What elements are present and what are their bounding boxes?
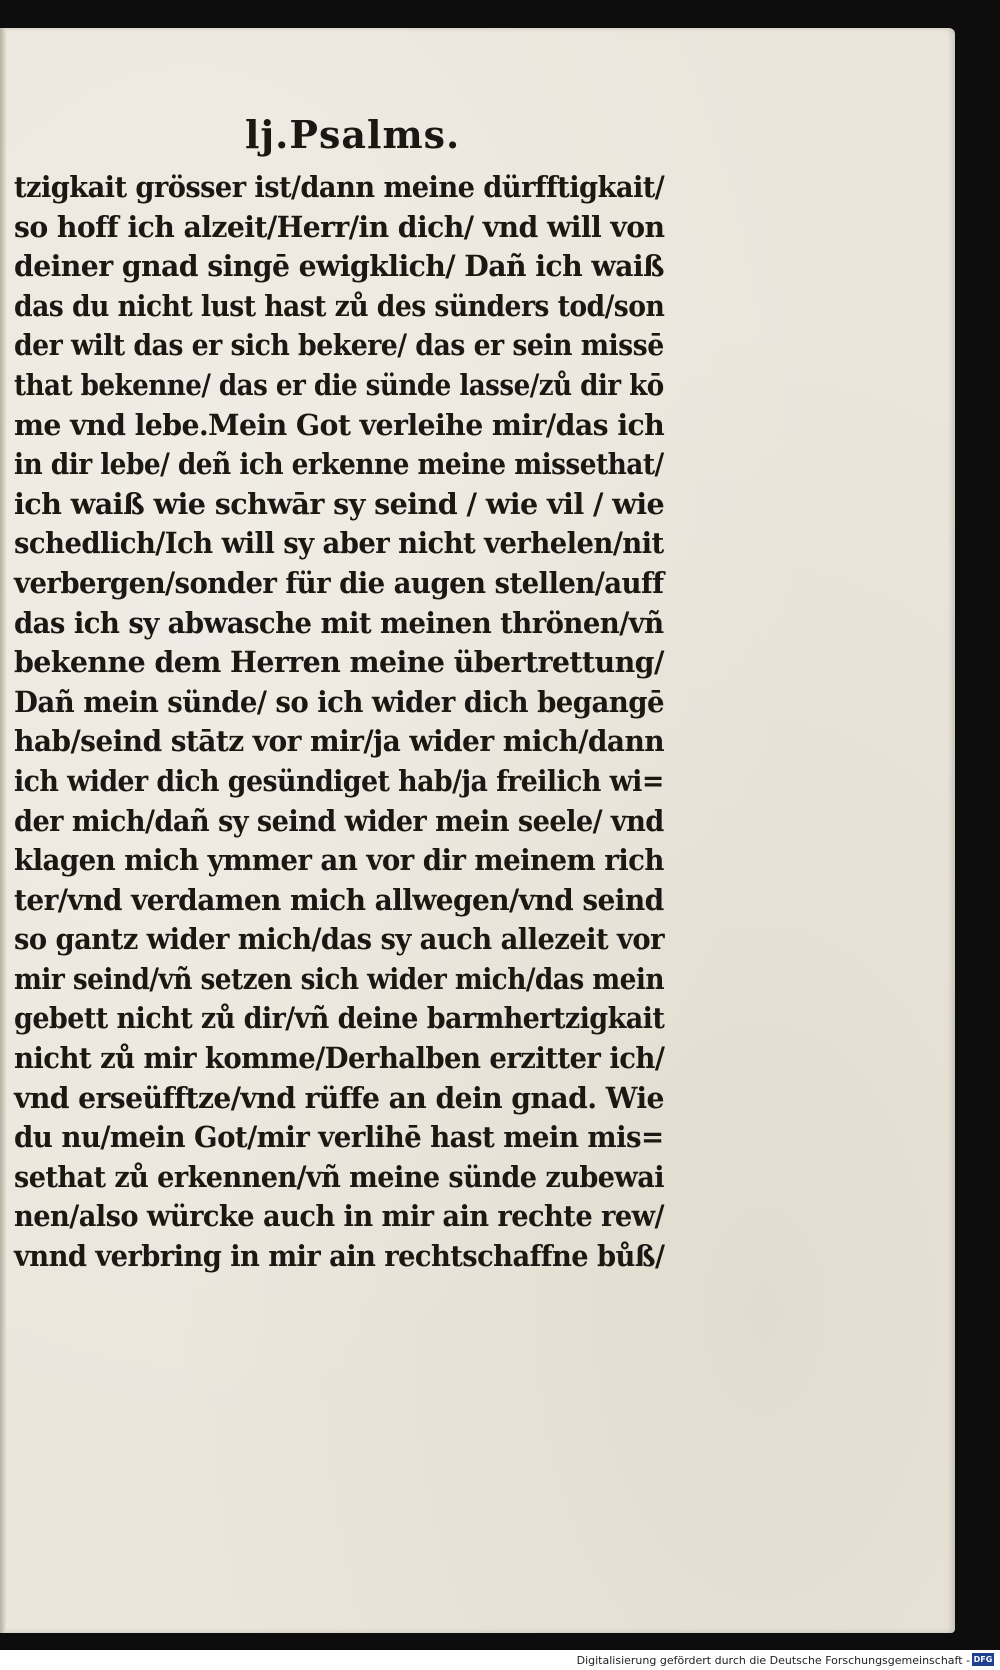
text-line: bekenne dem Herren meine übertrettung/ (14, 645, 664, 680)
text-line: schedlich/Ich will sy aber nicht verhelen/nit (14, 526, 664, 561)
text-line: vnd erseüfftze/vnd rüffe an dein gnad. Wie (14, 1080, 664, 1115)
text-line: so hoff ich alzeit/Herr/in dich/ vnd will von (14, 209, 665, 244)
text-line: ter/vnd verdamen mich allwegen/vnd seind (14, 882, 664, 917)
text-line: das ich sy abwasche mit meinen thrönen/vñ (14, 605, 664, 640)
text-line: der wilt das er sich bekere/ das er sein missē (14, 328, 664, 363)
text-line: sethat zů erkennen/vñ meine sünde zubewai (14, 1159, 664, 1194)
text-line: der mich/dañ sy seind wider mein seele/ vnd (14, 803, 664, 838)
text-line: mir seind/vñ setzen sich wider mich/das mein (14, 961, 664, 996)
text-line: nicht zů mir komme/Derhalben erzitter ich/ (14, 1041, 665, 1076)
text-line: vnnd verbring in mir ain rechtschaffne bůß/ (14, 1239, 665, 1274)
text-line: ich wider dich gesündiget hab/ja freilich wi= (14, 763, 664, 798)
text-line: me vnd lebe.Mein Got verleihe mir/das ich (14, 407, 665, 442)
text-line: deiner gnad singē ewigklich/ Dañ ich waiß (14, 249, 664, 284)
page-gutter (0, 28, 6, 1633)
text-line: hab/seind stātz vor mir/ja wider mich/dann (14, 724, 665, 759)
text-line: so gantz wider mich/das sy auch allezeit vor (14, 922, 664, 957)
text-line: in dir lebe/ deñ ich erkenne meine missethat/ (14, 447, 664, 482)
text-line: du nu/mein Got/mir verlihē hast mein mis= (14, 1120, 664, 1155)
text-line: gebett nicht zů dir/vñ deine barmhertzigkait (14, 1001, 665, 1036)
text-line: that bekenne/ das er die sünde lasse/zů dir kō (14, 367, 664, 402)
text-line: klagen mich ymmer an vor dir meinem rich (14, 843, 664, 878)
text-line: tzigkait grösser ist/dann meine dürfftigkait/ (14, 170, 665, 204)
text-line: das du nicht lust hast zů des sünders tod/son (14, 288, 665, 323)
digitization-credit: Digitalisierung gefördert durch die Deutsche Forschungsgemeinschaft - (576, 1654, 970, 1667)
text-line: ich waiß wie schwār sy seind / wie vil / wie (14, 486, 665, 521)
text-line: nen/also würcke auch in mir ain rechte rew/ (14, 1199, 664, 1234)
text-line: verbergen/sonder für die augen stellen/auff (14, 565, 664, 600)
dfg-logo: DFG (973, 1655, 993, 1664)
text-line: Dañ mein sünde/ so ich wider dich begangē (14, 684, 665, 719)
running-head: lj.Psalms. (245, 112, 461, 157)
body-text (14, 168, 714, 1277)
